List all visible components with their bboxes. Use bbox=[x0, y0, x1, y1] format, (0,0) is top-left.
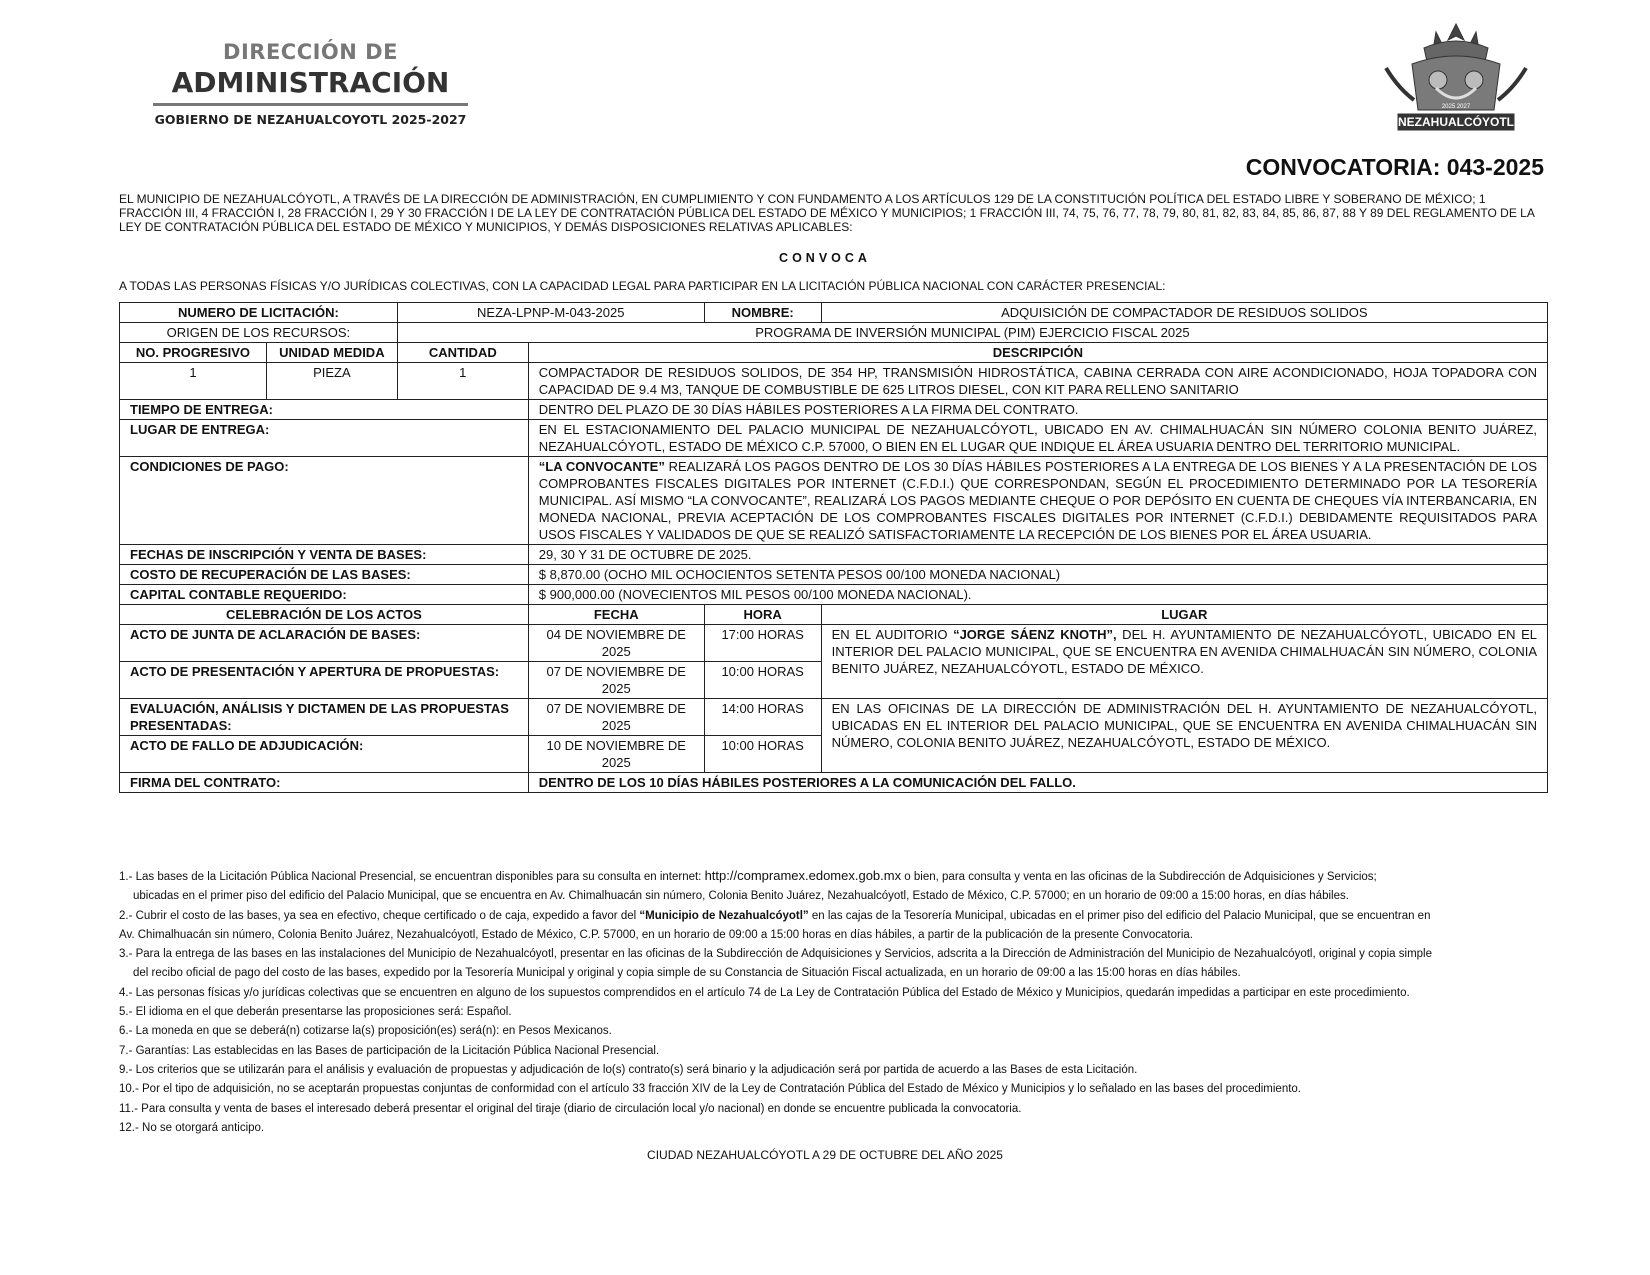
note-1 bbox=[119, 866, 1499, 887]
acto3-label: EVALUACIÓN, ANÁLISIS Y DICTAMEN DE LAS PROPUESTAS PRESENTADAS: bbox=[120, 699, 529, 736]
col-progresivo: NO. PROGRESIVO bbox=[120, 343, 267, 363]
acto1-fecha: 04 DE NOVIEMBRE DE 2025 bbox=[528, 625, 704, 662]
table-row bbox=[120, 343, 1548, 363]
note-2-text-b: en las cajas de la Tesorería Municipal, ubicadas en el primer piso del edificio del Palacio Municipal, que se encuentran en bbox=[808, 909, 1431, 922]
capital-value: $ 900,000.00 (NOVECIENTOS MIL PESOS 00/100 MONEDA NACIONAL). bbox=[528, 585, 1547, 605]
tiempo-label: TIEMPO DE ENTREGA: bbox=[120, 400, 529, 420]
a-todas-paragraph: A TODAS LAS PERSONAS FÍSICAS Y/O JURÍDICAS COLECTIVAS, CON LA CAPACIDAD LEGAL PARA PARTICIPAR EN LA LICITACIÓN PÚBLICA NACIONAL CON CARÁCTER PRESENCIAL: bbox=[119, 279, 1166, 293]
licitacion-table bbox=[119, 302, 1548, 793]
acto3-hora: 14:00 HORAS bbox=[704, 699, 821, 736]
note-3: 3.- Para la entrega de las bases en las instalaciones del Municipio de Nezahualcóyotl, presentar en las oficinas de la Subdirección de Adquisiciones y Servicios, adscrita a la Dirección de Administración del Municipio de Nezahualcóyotl, original y copia simple bbox=[119, 948, 1432, 961]
lugar1-pre: EN EL AUDITORIO bbox=[831, 627, 954, 642]
notes-list bbox=[119, 866, 1499, 1138]
note-12: 12.- No se otorgará anticipo. bbox=[119, 1121, 265, 1134]
table-row bbox=[120, 625, 1548, 662]
table-row bbox=[120, 545, 1548, 565]
table-row bbox=[120, 457, 1548, 545]
pago-cell bbox=[528, 457, 1547, 545]
table-row bbox=[120, 363, 1548, 400]
costo-label: COSTO DE RECUPERACIÓN DE LAS BASES: bbox=[120, 565, 529, 585]
lugar-value: EN EL ESTACIONAMIENTO DEL PALACIO MUNICIPAL DE NEZAHUALCÓYOTL, UBICADO EN AV. CHIMALHUACÁN SIN NÚMERO COLONIA BENITO JUÁREZ, NEZAHUALCÓYOTL, ESTADO DE MÉXICO C.P. 57000, O BIEN EN EL LUGAR QUE INDIQUE EL ÁREA USUARIA DENTRO DEL TERRITORIO MUNICIPAL. bbox=[528, 420, 1547, 457]
acto2-label: ACTO DE PRESENTACIÓN Y APERTURA DE PROPUESTAS: bbox=[120, 662, 529, 699]
header-block bbox=[153, 40, 468, 127]
note-1-text: 1.- Las bases de la Licitación Pública Nacional Presencial, se encuentran disponibles para su consulta en internet: bbox=[119, 871, 705, 883]
note-9: 9.- Los criterios que se utilizarán para el análisis y evaluación de propuestas y adjudicación de lo(s) contrato(s) será binario y la adjudicación será por partida de acuerdo a las Bases de esta Licitación. bbox=[119, 1063, 1138, 1076]
pago-label: CONDICIONES DE PAGO: bbox=[120, 457, 529, 545]
header-direccion-de: DIRECCIÓN DE bbox=[223, 40, 398, 64]
note-2 bbox=[119, 907, 1499, 926]
col-descripcion: DESCRIPCIÓN bbox=[528, 343, 1547, 363]
header-administracion: ADMINISTRACIÓN bbox=[171, 66, 450, 99]
nezahualcoyotl-crest-logo-icon bbox=[1376, 18, 1536, 142]
lugar1-bold: “JORGE SÁENZ KNOTH”, bbox=[953, 627, 1117, 642]
compramex-link[interactable]: http://compramex.edomex.gob.mx bbox=[704, 868, 902, 883]
header-gobierno: GOBIERNO DE NEZAHUALCOYOTL 2025-2027 bbox=[154, 112, 467, 127]
col-lugar: LUGAR bbox=[821, 605, 1547, 625]
tiempo-value: DENTRO DEL PLAZO DE 30 DÍAS HÁBILES POSTERIORES A LA FIRMA DEL CONTRATO. bbox=[528, 400, 1547, 420]
origen-value: PROGRAMA DE INVERSIÓN MUNICIPAL (PIM) EJERCICIO FISCAL 2025 bbox=[397, 323, 1547, 343]
city-date-footer: CIUDAD NEZAHUALCÓYOTL A 29 DE OCTUBRE DEL AÑO 2025 bbox=[647, 1148, 1003, 1162]
col-cantidad: CANTIDAD bbox=[397, 343, 528, 363]
note-2-cont: Av. Chimalhuacán sin número, Colonia Benito Juárez, Nezahualcóyotl, Estado de México, C.P. 57000, en un horario de 09:00 a 15:00 horas en días hábiles, a partir de la publicación de la presente Convocatoria. bbox=[119, 928, 1193, 941]
item-descripcion: COMPACTADOR DE RESIDUOS SOLIDOS, DE 354 HP, TRANSMISIÓN HIDROSTÁTICA, CABINA CERRADA CON AIRE ACONDICIONADO, HOJA TOPADORA CON CAPACIDAD DE 9.4 M3, TANQUE DE COMBUSTIBLE DE 625 LITROS DIESEL, CON KIT PARA RELLENO SANITARIO bbox=[528, 363, 1547, 400]
note-1-text-b: o bien, para consulta y venta en las oficinas de la Subdirección de Adquisiciones y Servicios; bbox=[901, 871, 1377, 883]
numero-label: NUMERO DE LICITACIÓN: bbox=[120, 303, 398, 323]
origen-label: ORIGEN DE LOS RECURSOS: bbox=[120, 323, 398, 343]
note-10: 10.- Por el tipo de adquisición, no se aceptarán propuestas conjuntas de conformidad con el artículo 33 fracción XIV de la Ley de Contratación Pública del Estado de México y Municipios y lo señalado en las bases del procedimiento. bbox=[119, 1083, 1302, 1096]
acto2-hora: 10:00 HORAS bbox=[704, 662, 821, 699]
item-progresivo: 1 bbox=[120, 363, 267, 400]
note-6: 6.- La moneda en que se deberá(n) cotizarse la(s) proposición(es) será(n): en Pesos Mexicanos. bbox=[119, 1025, 612, 1038]
lugar1-cell bbox=[821, 625, 1547, 699]
lugar2-cell: EN LAS OFICINAS DE LA DIRECCIÓN DE ADMINISTRACIÓN DEL H. AYUNTAMIENTO DE NEZAHUALCÓYOTL, UBICADAS EN EL INTERIOR DEL PALACIO MUNICIPAL, QUE SE ENCUENTRA EN AVENIDA CHIMALHUACÁN SIN NÚMERO, COLONIA BENITO JUÁREZ, NEZAHUALCÓYOTL, ESTADO DE MÉXICO. bbox=[821, 699, 1547, 773]
note-3-cont: del recibo oficial de pago del costo de las bases, expedido por la Tesorería Municipal y original y copia simple de su Constancia de Situación Fiscal actualizada, en un horario de 09:00 a las 15:00 horas en días hábiles. bbox=[133, 967, 1241, 980]
fechas-value: 29, 30 Y 31 DE OCTUBRE DE 2025. bbox=[528, 545, 1547, 565]
note-11: 11.- Para consulta y venta de bases el interesado deberá presentar el original del tiraje (diario de circulación local y/o nacional) en donde se encuentre publicada la convocatoria. bbox=[119, 1102, 1022, 1115]
costo-value: $ 8,870.00 (OCHO MIL OCHOCIENTOS SETENTA PESOS 00/100 MONEDA NACIONAL) bbox=[528, 565, 1547, 585]
table-row bbox=[120, 585, 1548, 605]
lugar1-post: DEL H. AYUNTAMIENTO DE NEZAHUALCÓYOTL, UBICADO EN EL INTERIOR DEL PALACIO MUNICIPAL, QUE SE ENCUENTRA EN AVENIDA CHIMALHUACÁN SIN NÚMERO, COLONIA BENITO JUÁREZ, NEZAHUALCÓYOTL, ESTADO DE MÉXICO. bbox=[831, 627, 1537, 676]
note-7: 7.- Garantías: Las establecidas en las Bases de participación de la Licitación Pública Nacional Presencial. bbox=[119, 1044, 660, 1057]
nombre-value: ADQUISICIÓN DE COMPACTADOR DE RESIDUOS SOLIDOS bbox=[821, 303, 1547, 323]
acto4-fecha: 10 DE NOVIEMBRE DE 2025 bbox=[528, 736, 704, 773]
acto4-hora: 10:00 HORAS bbox=[704, 736, 821, 773]
acto1-hora: 17:00 HORAS bbox=[704, 625, 821, 662]
capital-label: CAPITAL CONTABLE REQUERIDO: bbox=[120, 585, 529, 605]
table-row bbox=[120, 773, 1548, 793]
convocatoria-title: CONVOCATORIA: 043-2025 bbox=[1245, 154, 1544, 180]
col-unidad: UNIDAD MEDIDA bbox=[266, 343, 397, 363]
acto4-label: ACTO DE FALLO DE ADJUDICACIÓN: bbox=[120, 736, 529, 773]
pago-bold: “LA CONVOCANTE” bbox=[538, 459, 665, 474]
numero-value: NEZA-LPNP-M-043-2025 bbox=[397, 303, 704, 323]
table-row bbox=[120, 420, 1548, 457]
note-2-bold: “Municipio de Nezahualcóyotl” bbox=[639, 909, 809, 922]
acto3-fecha: 07 DE NOVIEMBRE DE 2025 bbox=[528, 699, 704, 736]
note-2-text: 2.- Cubrir el costo de las bases, ya sea en efectivo, cheque certificado o de caja, expedido a favor del bbox=[119, 909, 640, 922]
logo-years: 2025 2027 bbox=[1441, 104, 1471, 110]
table-row bbox=[120, 565, 1548, 585]
col-celebracion: CELEBRACIÓN DE LOS ACTOS bbox=[120, 605, 529, 625]
fechas-label: FECHAS DE INSCRIPCIÓN Y VENTA DE BASES: bbox=[120, 545, 529, 565]
note-5: 5.- El idioma en el que deberán presentarse las proposiciones será: Español. bbox=[119, 1006, 512, 1019]
lugar-label: LUGAR DE ENTREGA: bbox=[120, 420, 529, 457]
item-cantidad: 1 bbox=[397, 363, 528, 400]
logo-text: NEZAHUALCÓYOTL bbox=[1398, 115, 1514, 129]
nombre-label: NOMBRE: bbox=[704, 303, 821, 323]
item-unidad: PIEZA bbox=[266, 363, 397, 400]
table-row bbox=[120, 323, 1548, 343]
table-row bbox=[120, 605, 1548, 625]
note-4: 4.- Las personas físicas y/o jurídicas colectivas que se encuentren en alguno de los supuestos comprendidos en el artículo 74 de La Ley de Contratación Pública del Estado de México y Municipios, quedarán impedidas a participar en este procedimiento. bbox=[119, 986, 1410, 999]
note-1-cont: ubicadas en el primer piso del edificio del Palacio Municipal, que se encuentra en Av. Chimalhuacán sin número, Colonia Benito Juárez, Nezahualcóyotl, Estado de México, C.P. 57000; en un horario de 09:00 a 15:00 horas, en días hábiles. bbox=[133, 890, 1349, 903]
col-hora: HORA bbox=[704, 605, 821, 625]
intro-paragraph: EL MUNICIPIO DE NEZAHUALCÓYOTL, A TRAVÉS DE LA DIRECCIÓN DE ADMINISTRACIÓN, EN CUMPLIMIENTO Y CON FUNDAMENTO A LOS ARTÍCULOS 129 DE LA CONSTITUCIÓN POLÍTICA DEL ESTADO LIBRE Y SOBERANO DE MÉXICO; 1 FRACCIÓN III, 4 FRACCIÓN I, 28 FRACCIÓN I, 29 Y 30 FRACCIÓN I DE LA LEY DE CONTRATACIÓN PÚBLICA DEL ESTADO DE MÉXICO Y MUNICIPIOS; 1 FRACCIÓN III, 74, 75, 76, 77, 78, 79, 80, 81, 82, 83, 84, 85, 86, 87, 88 Y 89 DEL REGLAMENTO DE LA LEY DE CONTRATACIÓN PÚBLICA DEL ESTADO DE MÉXICO Y MUNICIPIOS, Y DEMÁS DISPOSICIONES RELATIVAS APLICABLES: bbox=[119, 192, 1535, 234]
convoca-heading: CONVOCA bbox=[779, 251, 871, 265]
table-row bbox=[120, 400, 1548, 420]
table-row bbox=[120, 303, 1548, 323]
table-row bbox=[120, 699, 1548, 736]
firma-label: FIRMA DEL CONTRATO: bbox=[120, 773, 529, 793]
acto1-label: ACTO DE JUNTA DE ACLARACIÓN DE BASES: bbox=[120, 625, 529, 662]
acto2-fecha: 07 DE NOVIEMBRE DE 2025 bbox=[528, 662, 704, 699]
header-divider bbox=[153, 103, 468, 106]
pago-value: REALIZARÁ LOS PAGOS DENTRO DE LOS 30 DÍAS HÁBILES POSTERIORES A LA ENTREGA DE LOS BIENES Y A LA PRESENTACIÓN DE LOS COMPROBANTES FISCALES DIGITALES POR INTERNET (C.F.D.I.) QUE CORRESPONDAN, SEGÚN EL PROCEDIMIENTO DETERMINADO POR LA TESORERÍA MUNICIPAL. ASÍ MISMO “LA CONVOCANTE”, REALIZARÁ LOS PAGOS MEDIANTE CHEQUE O POR DEPÓSITO EN CUENTA DE CHEQUES VÍA INTERBANCARIA, EN MONEDA NACIONAL, PREVIA ACEPTACIÓN DE LOS COMPROBANTES FISCALES DIGITALES POR INTERNET (C.F.D.I.) DEBIDAMENTE REQUISITADOS PARA USOS FISCALES Y VALIDADOS DE QUE SE REALIZÓ SATISFACTORIAMENTE LA RECEPCIÓN DE LOS BIENES POR EL ÁREA USUARIA. bbox=[538, 459, 1538, 542]
col-fecha: FECHA bbox=[528, 605, 704, 625]
firma-value: DENTRO DE LOS 10 DÍAS HÁBILES POSTERIORES A LA COMUNICACIÓN DEL FALLO. bbox=[528, 773, 1547, 793]
